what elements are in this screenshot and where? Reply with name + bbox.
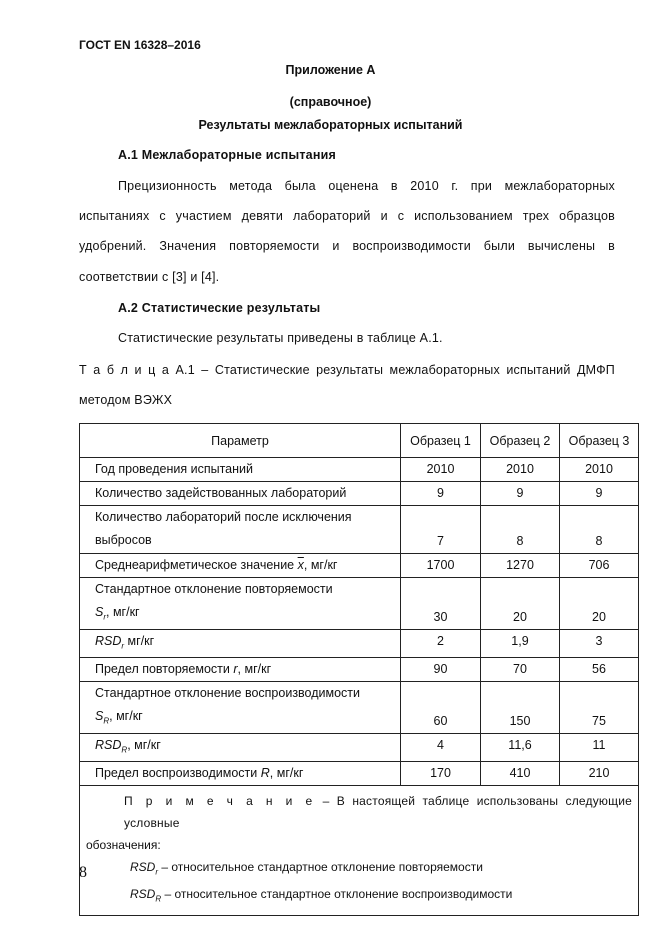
row-label (80, 733, 401, 762)
cell-value: 8 (481, 506, 560, 554)
definition-text: – относительное стандартное отклонение повторяемости (158, 860, 483, 874)
table-row (80, 578, 639, 630)
appendix-name: Результаты межлабораторных испытаний (198, 118, 463, 132)
row-label (80, 629, 401, 658)
table-row (80, 629, 639, 658)
note-text: – В настоящей таблице использованы следующие условные (124, 794, 632, 830)
symbol: RSD (130, 887, 156, 902)
appendix-title: Приложение А (285, 63, 376, 77)
symbol-subscript: r (155, 867, 159, 877)
row-label-line-1: Стандартное отклонение воспроизводимости (95, 686, 361, 700)
cell-value: 70 (481, 658, 560, 682)
table-row (80, 458, 639, 482)
cell-value: 1,9 (481, 629, 560, 658)
symbol: R (260, 766, 270, 780)
document-header: ГОСТ EN 16328–2016 (79, 38, 201, 52)
note-definition-2 (86, 883, 632, 910)
cell-value: 60 (401, 682, 481, 734)
cell-value: 20 (481, 578, 560, 630)
cell-value: 1270 (481, 554, 560, 578)
row-label-unit: , мг/кг (269, 766, 304, 780)
symbol: S (95, 709, 104, 723)
table-caption-line-1: Т а б л и ц а А.1 – Статистические результаты межлабораторных испытаний ДМФП (79, 363, 615, 377)
note-line-1 (86, 790, 632, 834)
symbol: r (233, 662, 238, 676)
column-header: Образец 2 (481, 424, 560, 458)
section1-heading: А.1 Межлабораторные испытания (118, 148, 336, 162)
cell-value: 2010 (401, 458, 481, 482)
section1-line-1: Прецизионность метода была оценена в 2010 г. при межлабораторных (118, 179, 615, 193)
row-label-unit: , мг/кг (109, 709, 143, 723)
row-label (80, 554, 401, 578)
table-caption-line-2: методом ВЭЖХ (79, 393, 173, 407)
cell-value: 1700 (401, 554, 481, 578)
symbol: RSD (130, 860, 156, 874)
cell-value: 9 (481, 482, 560, 506)
statistics-table (79, 423, 639, 916)
table-row (80, 482, 639, 506)
cell-value: 2010 (560, 458, 639, 482)
mean-symbol: $\overline{x}$ (297, 558, 304, 572)
row-label-line-2 (95, 705, 400, 733)
row-label-text: Среднеарифметическое значение (95, 558, 295, 572)
cell-value: 706 (560, 554, 639, 578)
cell-value: 90 (401, 658, 481, 682)
row-label (80, 578, 401, 630)
row-label: Год проведения испытаний (80, 458, 401, 482)
cell-value: 11,6 (481, 733, 560, 762)
note-label: П р и м е ч а н и е (124, 794, 316, 808)
row-label (80, 682, 401, 734)
cell-value: 30 (401, 578, 481, 630)
table-note (80, 786, 639, 916)
section2-intro: Статистические результаты приведены в таблице А.1. (118, 331, 443, 345)
column-header: Параметр (80, 424, 401, 458)
page-number: 8 (79, 864, 87, 881)
row-label-line-2 (95, 601, 400, 629)
cell-value: 56 (560, 658, 639, 682)
cell-value: 20 (560, 578, 639, 630)
table-row (80, 554, 639, 578)
appendix-subtitle: (справочное) (289, 95, 372, 109)
section1-line-4: соответствии с [3] и [4]. (79, 270, 220, 284)
table-row (80, 682, 639, 734)
section2-heading: А.2 Статистические результаты (118, 301, 321, 315)
cell-value: 9 (560, 482, 639, 506)
note-definition-1 (86, 856, 632, 883)
table-row (80, 733, 639, 762)
note-line-2: обозначения: (86, 838, 161, 852)
table-row (80, 658, 639, 682)
symbol: RSD (95, 737, 122, 752)
column-header: Образец 1 (401, 424, 481, 458)
cell-value: 8 (560, 506, 639, 554)
symbol: S (95, 605, 104, 619)
cell-value: 3 (560, 629, 639, 658)
section1-line-3: удобрений. Значения повторяемости и воспроизводимости были вычислены в (79, 239, 615, 253)
row-label (80, 762, 401, 786)
symbol-subscript: r (121, 641, 125, 650)
table-row (80, 506, 639, 554)
cell-value: 7 (401, 506, 481, 554)
row-label (80, 658, 401, 682)
table-row (80, 762, 639, 786)
symbol-subscript: R (103, 716, 110, 726)
row-label-unit: , мг/кг (303, 558, 338, 572)
cell-value: 410 (481, 762, 560, 786)
row-label-unit: , мг/кг (127, 737, 161, 752)
row-label-unit: , мг/кг (237, 662, 272, 676)
cell-value: 4 (401, 733, 481, 762)
row-label-unit: , мг/кг (106, 605, 140, 619)
cell-value: 9 (401, 482, 481, 506)
row-label-line-1: Стандартное отклонение повторяемости (95, 582, 333, 596)
cell-value: 170 (401, 762, 481, 786)
row-label-line-1: Количество лабораторий после исключения (95, 510, 352, 524)
row-label (80, 506, 401, 554)
table-header-row (80, 424, 639, 458)
row-label: Количество задействованных лабораторий (80, 482, 401, 506)
cell-value: 210 (560, 762, 639, 786)
table-note-row (80, 786, 639, 916)
symbol: RSD (95, 633, 122, 648)
definition-text: – относительное стандартное отклонение воспроизводимости (161, 887, 513, 902)
column-header: Образец 3 (560, 424, 639, 458)
cell-value: 11 (560, 733, 639, 762)
symbol-subscript: R (155, 894, 162, 904)
symbol-subscript: R (121, 745, 128, 754)
cell-value: 75 (560, 682, 639, 734)
symbol-subscript: r (103, 612, 107, 622)
row-label-unit: мг/кг (124, 633, 155, 648)
cell-value: 2 (401, 629, 481, 658)
row-label-line-2: выбросов (95, 533, 152, 547)
row-label-text: Предел повторяемости (95, 662, 230, 676)
cell-value: 150 (481, 682, 560, 734)
section1-line-2: испытаниях с участием девяти лабораторий и с использованием трех образцов (79, 209, 615, 223)
row-label-text: Предел воспроизводимости (95, 766, 258, 780)
cell-value: 2010 (481, 458, 560, 482)
